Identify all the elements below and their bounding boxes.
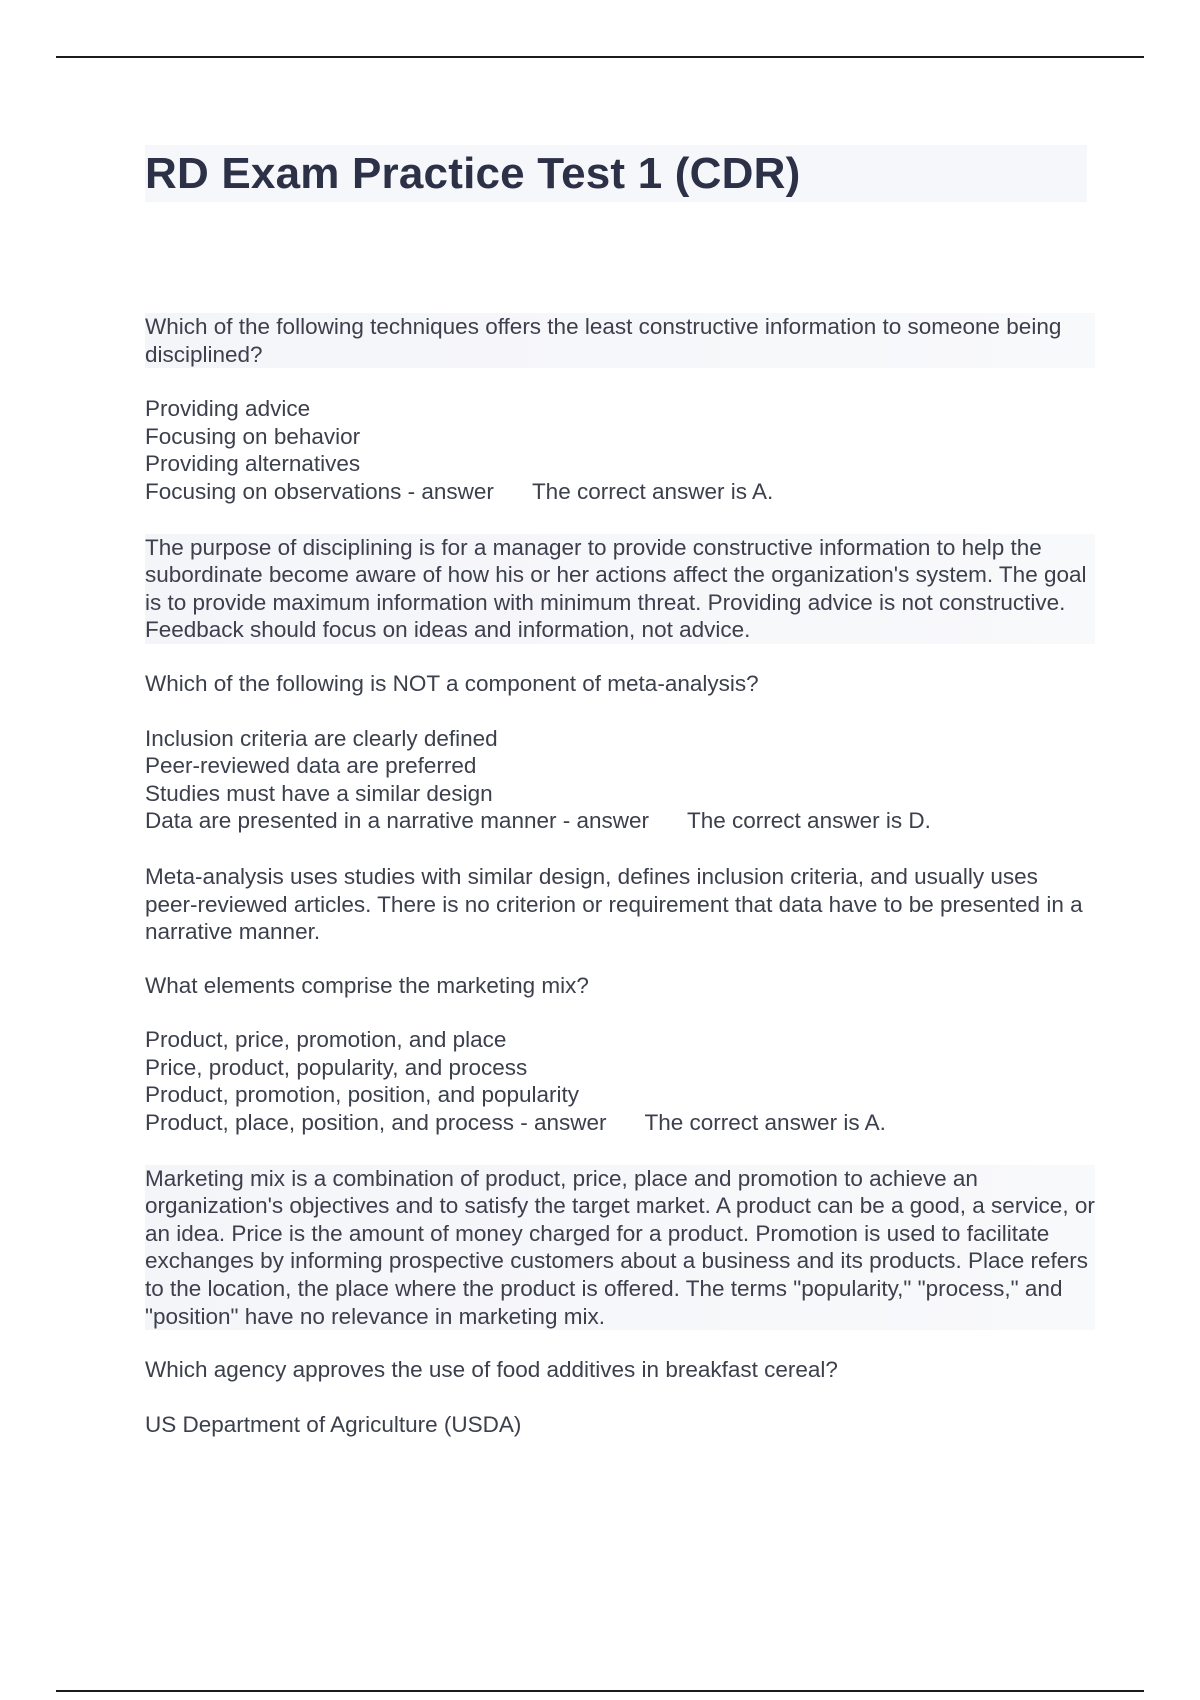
last-option: Data are presented in a narrative manner - answer <box>145 808 650 834</box>
page-title: RD Exam Practice Test 1 (CDR) <box>145 149 801 198</box>
bottom-rule <box>56 1690 1144 1692</box>
last-option: Focusing on observations - answer <box>145 478 494 504</box>
question-text: Which agency approves the use of food additives in breakfast cereal? <box>145 1357 838 1383</box>
option-item: Providing advice <box>145 396 311 422</box>
correct-answer: The correct answer is D. <box>687 808 931 834</box>
option-item: Price, product, popularity, and process <box>145 1054 528 1080</box>
answer-line <box>145 1109 1095 1137</box>
question-text: Which of the following techniques offers the least constructive information to someone being disciplined? <box>145 313 1095 368</box>
correct-answer: The correct answer is A. <box>644 1110 886 1136</box>
document-body <box>145 313 1095 1466</box>
question-block <box>145 670 1095 946</box>
option-item: Inclusion criteria are clearly defined <box>145 725 498 751</box>
question-text: Which of the following is NOT a component of meta-analysis? <box>145 670 759 696</box>
option-item: US Department of Agriculture (USDA) <box>145 1411 522 1437</box>
answer-line <box>145 478 1095 506</box>
option-item: Providing alternatives <box>145 451 361 477</box>
question-block <box>145 1356 1095 1438</box>
explanation-text: Marketing mix is a combination of product, price, place and promotion to achieve an organization's objectives and to satisfy the target market. A product can be a good, a service, or an idea. Price is the amount of money charged for a product. Promotion is used to facilitate exchanges by informing prospective customers about a business and its products. Place refers to the location, the place where the product is offered. The terms "popularity," "process," and "position" have no relevance in marketing mix. <box>145 1165 1095 1329</box>
option-item: Product, price, promotion, and place <box>145 1027 507 1053</box>
options-list <box>145 1411 1095 1439</box>
options-list <box>145 395 1095 505</box>
options-list <box>145 725 1095 835</box>
top-rule <box>56 56 1144 58</box>
question-block <box>145 313 1095 644</box>
question-text: What elements comprise the marketing mix? <box>145 972 589 998</box>
options-list <box>145 1026 1095 1136</box>
question-block <box>145 972 1095 1331</box>
explanation-text: The purpose of disciplining is for a manager to provide constructive information to help the subordinate become aware of how his or her actions affect the organization's system. The goal is to provide maximum information with minimum threat. Providing advice is not constructive. Feedback should focus on ideas and information, not advice. <box>145 534 1095 644</box>
last-option: Product, place, position, and process - answer <box>145 1110 607 1136</box>
option-item: Peer-reviewed data are preferred <box>145 753 477 779</box>
explanation-text: Meta-analysis uses studies with similar design, defines inclusion criteria, and usually uses peer-reviewed articles. There is no criterion or requirement that data have to be presented in a narrative manner. <box>145 863 1083 945</box>
option-item: Focusing on behavior <box>145 423 361 449</box>
option-item: Product, promotion, position, and popularity <box>145 1082 580 1108</box>
answer-line <box>145 807 1095 835</box>
option-item: Studies must have a similar design <box>145 780 493 806</box>
correct-answer: The correct answer is A. <box>531 478 774 504</box>
